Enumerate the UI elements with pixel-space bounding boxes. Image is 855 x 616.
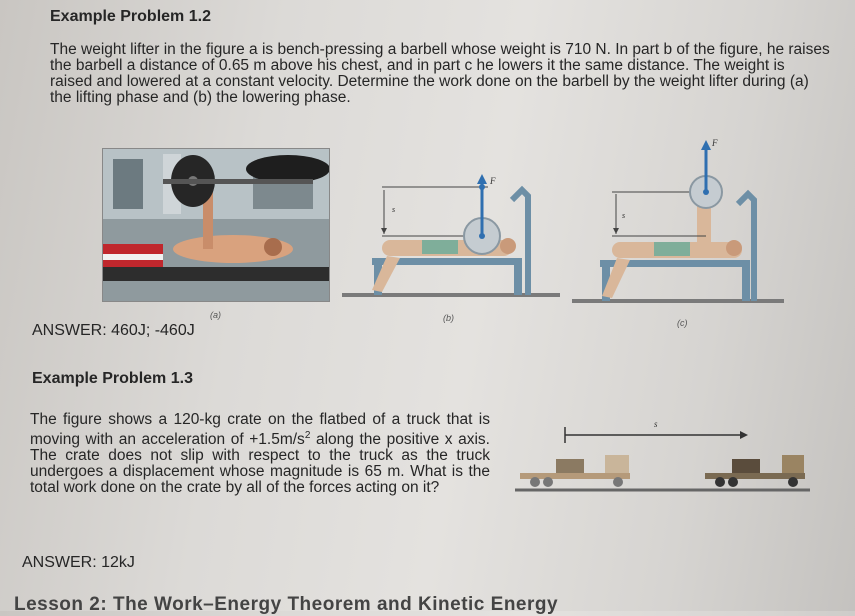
caption-a: (a) [210, 310, 221, 320]
problem-2-text [30, 412, 490, 496]
distance-label-b: s [392, 205, 396, 214]
figure-c-diagram [572, 132, 784, 310]
force-label-c: F [712, 138, 718, 148]
force-label-b: F [490, 176, 496, 186]
problem-2-superscript: 2 [304, 430, 311, 441]
caption-b: (b) [443, 313, 454, 323]
distance-label-c: s [622, 211, 626, 220]
figure-b-diagram [342, 140, 560, 310]
problem-1-text: The weight lifter in the figure a is bench-pressing a barbell whose weight is 710 N. In part b of the figure, he raises the barbell a distance of 0.65 m above his chest, and in part c he lowers it the same distance. The weight is raised and lowered at a constant velocity. Determine the work done on the barbell by the weight lifter during (a) the lifting phase and (b) the lowering phase. [50, 41, 830, 106]
lesson-heading: Lesson 2: The Work–Energy Theorem and Kinetic Energy [14, 594, 559, 615]
weightlifter-photo [102, 148, 330, 302]
caption-c: (c) [677, 318, 688, 328]
problem-2-title: Example Problem 1.3 [32, 370, 193, 387]
problem-2-text-after: along the positive x axis. The crate does not slip with respect to the truck as the truck undergoes a displacement whose magnitude is 65 m. What is the total work done on the crate by all of the forces acting on it? [30, 431, 490, 497]
problem-2-answer: ANSWER: 12kJ [22, 554, 135, 571]
displacement-label: s [654, 419, 658, 429]
problem-1-title: Example Problem 1.2 [50, 8, 211, 25]
problem-2-text-before: The figure shows a 120-kg crate on the flatbed of a truck that is moving with an acceleration of +1.5m/s [30, 411, 490, 449]
problem-1-answer: ANSWER: 460J; -460J [32, 322, 195, 339]
truck-displacement-diagram [510, 415, 815, 497]
